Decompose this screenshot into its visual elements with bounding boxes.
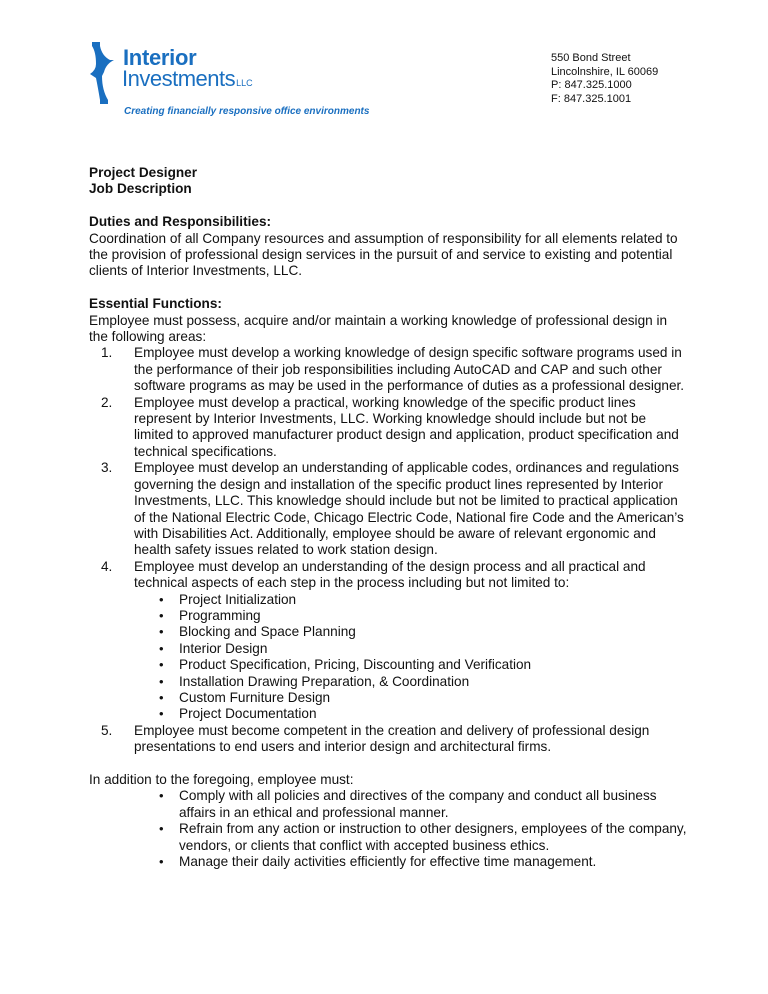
bullet-item [134, 674, 689, 690]
address-fax: F: 847.325.1001 [551, 92, 632, 105]
list-item-text: Employee must become competent in the creation and delivery of professional design presentations to end users and interior design and architectural firms. [134, 722, 650, 755]
list-item [89, 559, 689, 723]
bullet-icon: • [159, 591, 164, 607]
bullet-icon: • [159, 640, 164, 656]
bullet-item [134, 641, 689, 657]
company-address [551, 52, 658, 106]
address-city: Lincolnshire, IL 60069 [551, 65, 659, 78]
list-item [89, 460, 689, 558]
address-street: 550 Bond Street [551, 52, 631, 64]
bullet-text: Custom Furniture Design [179, 689, 331, 705]
bullet-text: Installation Drawing Preparation, & Coordination [179, 673, 470, 689]
bullet-icon: • [159, 788, 164, 804]
bullet-icon: • [159, 607, 164, 623]
bullet-text: Project Documentation [179, 706, 317, 722]
design-process-steps-list [134, 592, 689, 723]
list-number: 4. [101, 558, 113, 574]
list-item-text: Employee must develop an understanding of applicable codes, ordinances and regulations governing the design and installation of the specific product lines represented by Interior Investments, LLC. This knowledge should include but not be limited to practical application of the National Electric Code, Chicago Electric Code, National fire Code and the American’s with Disabilities Act. Additionally, employee should be aware of relevant ergonomic and health safety issues related to work station design. [134, 460, 684, 558]
document-subtitle: Job Description [89, 181, 192, 197]
list-number: 5. [101, 722, 113, 738]
bullet-item [89, 788, 689, 821]
essential-intro: Employee must possess, acquire and/or maintain a working knowledge of professional design in the following areas: [89, 312, 668, 345]
bullet-icon: • [159, 657, 164, 673]
list-item [89, 395, 689, 461]
bullet-item [89, 854, 689, 870]
bullet-icon: • [159, 624, 164, 640]
bullet-icon: • [159, 821, 164, 837]
list-item [89, 723, 689, 756]
logo-name-line2 [122, 68, 253, 94]
bullet-item [134, 706, 689, 722]
logo-name-investments: Investments [122, 66, 236, 91]
bullet-item [134, 592, 689, 608]
logo-llc-suffix: LLC [236, 78, 253, 88]
document-body [89, 165, 689, 870]
document-title: Project Designer [89, 165, 198, 180]
list-item-text: Employee must develop an understanding of the design process and all practical and technical aspects of each step in the process including but not limited to: [134, 558, 646, 591]
bullet-text: Interior Design [179, 640, 268, 656]
additional-requirements-list [89, 788, 689, 870]
essential-functions-list [89, 345, 689, 755]
spacer [89, 280, 689, 296]
duties-heading: Duties and Responsibilities: [89, 214, 272, 230]
bullet-text: Manage their daily activities efficiently for effective time management. [179, 854, 597, 870]
bullet-item [134, 608, 689, 624]
list-number: 3. [101, 460, 113, 476]
duties-text: Coordination of all Company resources and assumption of responsibility for all elements related to the provision of professional design services in the pursuit of and service to existing and potential clients of Interior Investments, LLC. [89, 230, 678, 279]
bullet-text: Programming [179, 607, 261, 623]
bullet-text: Project Initialization [179, 591, 297, 607]
bullet-text: Product Specification, Pricing, Discounting and Verification [179, 657, 532, 673]
bullet-text: Refrain from any action or instruction to other designers, employees of the company, vendors, or clients that conflict with accepted business ethics. [179, 821, 687, 853]
bullet-icon: • [159, 689, 164, 705]
bullet-item [134, 657, 689, 673]
bullet-icon: • [159, 673, 164, 689]
list-item-text: Employee must develop a working knowledge of design specific software programs used in the performance of their job responsibilities including AutoCAD and CAP and such other software programs as may be used in the performance of duties as a professional designer. [134, 345, 685, 394]
bullet-item [134, 690, 689, 706]
spacer [89, 198, 689, 214]
company-logo [88, 42, 378, 122]
address-phone: P: 847.325.1000 [551, 79, 632, 91]
bullet-item [89, 821, 689, 854]
bullet-item [134, 624, 689, 640]
list-item [89, 345, 689, 394]
logo-name-line1: Interior [123, 45, 197, 70]
bullet-icon: • [159, 706, 164, 722]
list-number: 2. [101, 394, 113, 410]
interior-investments-logo-mark-icon [88, 42, 116, 104]
logo-tagline: Creating financially responsive office environments [124, 106, 370, 117]
bullet-text: Blocking and Space Planning [179, 624, 356, 640]
list-item-text: Employee must develop a practical, working knowledge of the specific product lines represent by Interior Investments, LLC. Working knowledge should include but not be limited to approved manufacturer product design and application, product specification and technical specifications. [134, 394, 679, 459]
essential-heading: Essential Functions: [89, 296, 222, 312]
bullet-text: Comply with all policies and directives of the company and conduct all business affairs in an ethical and professional manner. [179, 788, 657, 820]
spacer [89, 756, 689, 772]
additional-intro: In addition to the foregoing, employee must: [89, 771, 354, 787]
list-number: 1. [101, 345, 113, 361]
bullet-icon: • [159, 854, 164, 870]
